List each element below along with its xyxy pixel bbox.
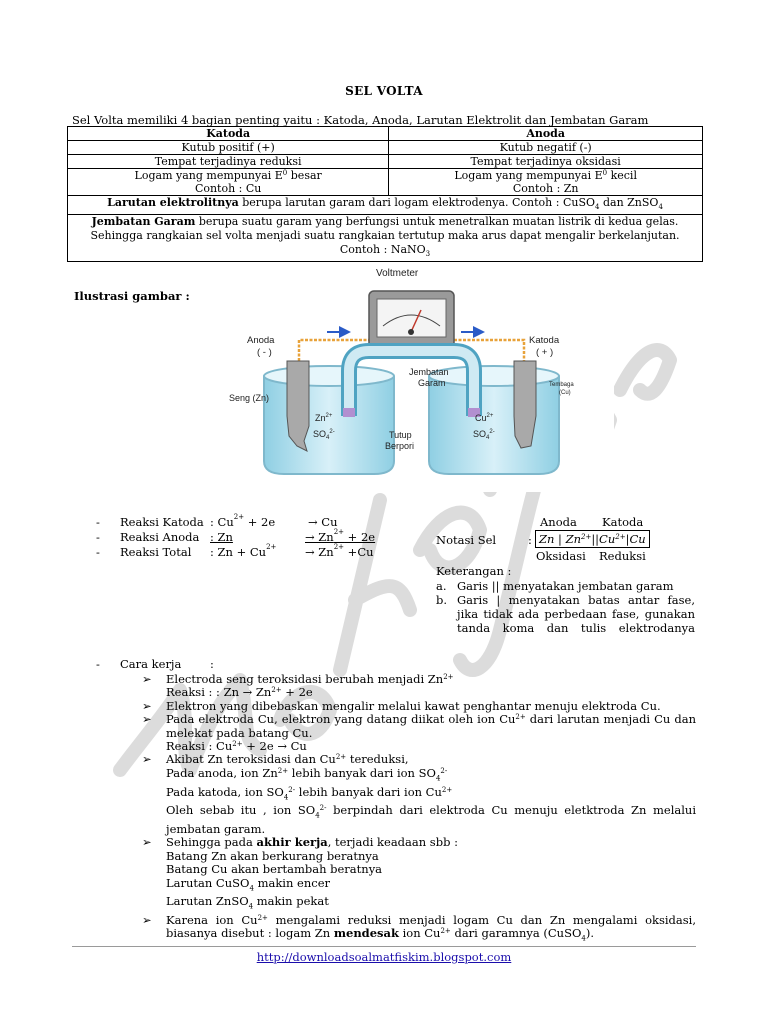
cell-text: kecil xyxy=(607,169,637,182)
katoda-sign: ( + ) xyxy=(536,347,554,358)
garam-label: Garam xyxy=(418,378,446,388)
subscript: 4 xyxy=(595,203,600,212)
cell-text: Logam yang mempunyai E xyxy=(134,169,283,182)
voltaic-cell-diagram xyxy=(209,266,614,492)
notasi-colon: : xyxy=(528,533,532,547)
list-item: ➢ Electroda seng teroksidasi berubah menjadi $Zn^{2+}$ Reaksi : : $Zn \to Zn^{2+} + 2e$ xyxy=(142,672,454,700)
reactions-block xyxy=(96,515,396,560)
cell-text: besar xyxy=(287,169,322,182)
cell-anoda-logam xyxy=(389,169,703,196)
arrow-bullet-icon: ➢ xyxy=(142,672,152,686)
berpori-label: Berpori xyxy=(385,441,415,451)
anoda-label: Anoda xyxy=(247,335,275,346)
so4-ion-right: $SO_4^{2-}$ xyxy=(473,429,495,441)
arrow-bullet-icon: ➢ xyxy=(142,912,152,927)
notasi-oksidasi: Oksidasi xyxy=(536,549,586,563)
footer-divider xyxy=(72,946,696,947)
cu-paren-label: (Cu) xyxy=(559,390,571,396)
keterangan-a-mark: a. xyxy=(436,579,447,593)
list-item: ➢ Karena ion $Cu^{2+}$ mengalami reduksi menjadi logam Cu dan Zn mengalami oksidasi, biasanya disebut : logam Zn mendesak ion $Cu^{2+}$ dari garamnya (CuSO$_4$). xyxy=(142,912,696,943)
cell-example: Contoh : Cu xyxy=(194,182,262,195)
footer xyxy=(0,950,768,964)
document-title: SEL VOLTA xyxy=(345,84,423,98)
cara-kerja-colon: : xyxy=(210,657,214,671)
notasi-label: Notasi Sel xyxy=(436,533,497,547)
table-header-katoda: Katoda xyxy=(68,127,389,141)
cell-text: dan ZnSO xyxy=(599,196,659,209)
tembaga-label: Tembaga xyxy=(549,382,574,388)
keterangan-a-text: Garis || menyatakan jembatan garam xyxy=(457,579,674,593)
cell-text: berupa larutan garam dari logam elektrodenya. Contoh : CuSO xyxy=(238,196,595,209)
notasi-anoda-header: Anoda xyxy=(540,515,577,529)
reaction-anoda-label: Reaksi Anoda xyxy=(120,530,200,544)
bullet-dash: - xyxy=(96,515,100,529)
jembatan-label: Jembatan xyxy=(409,367,449,377)
anoda-sign: ( - ) xyxy=(257,347,272,358)
tutup-label: Tutup xyxy=(389,430,412,440)
cell-text: Contoh : NaNO xyxy=(339,243,426,257)
cell-katoda-logam xyxy=(68,169,389,196)
cara-kerja-section xyxy=(96,658,696,946)
list-item: ➢ Akibat Zn teroksidasi dan $Cu^{2+}$ tereduksi, Pada anoda, ion $Zn^{2+}$ lebih banyak dari ion $SO_4^{2-}$ Pada katoda, ion $SO_4^{2-}$ lebih banyak dari ion $Cu^{2+}$ Oleh sebab itu , ion $SO_4^{2-}$ berpindah dari elektroda Cu menuju eletktroda Zn melalui jembatan garam. xyxy=(142,752,697,836)
reaction-total-right: → $Zn^{2+} +Cu$ xyxy=(305,543,374,559)
subscript: 3 xyxy=(425,250,431,259)
arrow-bullet-icon: ➢ xyxy=(142,752,152,767)
bullet-dash: - xyxy=(96,530,100,544)
notasi-formula: Zn | $Zn^{2+}||Cu^{2+}|Cu$ xyxy=(535,530,650,548)
keterangan-title: Keterangan : xyxy=(436,564,512,578)
reaction-total-label: Reaksi Total xyxy=(120,545,192,559)
comparison-table xyxy=(67,126,703,262)
so4-ion-left: $SO_4^{2-}$ xyxy=(313,429,335,441)
cell-text: Sehingga rangkaian sel volta menjadi suatu rangkaian tertutup maka arus dapat mengalir berkelanjutan. xyxy=(90,229,680,243)
reaction-anoda-left: : Zn xyxy=(210,530,233,544)
reaction-anoda-right: → $Zn^{2+} + 2e$ xyxy=(305,528,376,544)
zn-ion-label: $Zn^{2+}$ xyxy=(315,413,333,423)
notasi-katoda-header: Katoda xyxy=(602,515,644,529)
reaction-katoda-right: → Cu xyxy=(308,515,338,529)
arrow-bullet-icon: ➢ xyxy=(142,712,152,727)
cell-example: Contoh : Zn xyxy=(512,182,579,195)
cell-jembatan xyxy=(68,215,703,262)
notasi-reduksi: Reduksi xyxy=(599,549,646,563)
cell-anoda-reaksi: Tempat terjadinya oksidasi xyxy=(389,155,703,169)
cu-ion-label: $Cu^{2+}$ xyxy=(475,413,494,423)
bullet-dash: - xyxy=(96,657,100,671)
voltmeter-label: Voltmeter xyxy=(376,268,419,279)
cell-katoda-kutub: Kutub positif (+) xyxy=(68,141,389,155)
arrow-bullet-icon: ➢ xyxy=(142,698,152,713)
arrow-bullet-icon: ➢ xyxy=(142,835,152,850)
cell-katoda-reaksi: Tempat terjadinya reduksi xyxy=(68,155,389,169)
bullet-dash: - xyxy=(96,545,100,559)
cell-text: berupa suatu garam yang berfungsi untuk menetralkan muatan listrik di kedua gelas. xyxy=(195,215,679,229)
keterangan-b-text: Garis | menyatakan batas antar fase, jika tidak ada perbedaan fase, gunakan tanda koma dan tulis elektrodanya xyxy=(457,593,695,635)
seng-label: Seng (Zn) xyxy=(229,393,270,403)
keterangan-b-mark: b. xyxy=(436,593,448,607)
list-item: ➢ Pada elektroda Cu, elektron yang datang diikat oleh ion $Cu^{2+}$ dari larutan menjadi Cu dan melekat pada batang Cu. Reaksi : $Cu^{2+} + 2e \to Cu$ xyxy=(142,712,696,754)
cell-text: Logam yang mempunyai E xyxy=(454,169,603,182)
reaction-total-left: : $Zn + Cu^{2+}$ xyxy=(210,543,277,559)
reaction-katoda-left: : $Cu^{2+} + 2e$ xyxy=(210,513,276,529)
subscript: 4 xyxy=(658,203,663,212)
intro-text: Sel Volta memiliki 4 bagian penting yaitu : Katoda, Anoda, Larutan Elektrolit dan Jembatan Garam xyxy=(72,113,649,127)
table-header-anoda: Anoda xyxy=(389,127,703,141)
katoda-label: Katoda xyxy=(529,335,560,346)
bold-term: Larutan elektrolitnya xyxy=(107,196,239,209)
bold-term: Jembatan Garam xyxy=(91,215,196,229)
cell-larutan xyxy=(68,196,703,215)
cell-anoda-kutub: Kutub negatif (-) xyxy=(389,141,703,155)
cara-kerja-label: Cara kerja xyxy=(120,657,182,671)
reaction-katoda-label: Reaksi Katoda xyxy=(120,515,204,529)
superscript: 0 xyxy=(602,169,608,177)
superscript: 0 xyxy=(282,169,288,177)
list-item: ➢ Elektron yang dibebaskan mengalir melalui kawat penghantar menuju elektroda Cu. xyxy=(142,698,661,713)
illustration-label: Ilustrasi gambar : xyxy=(74,289,190,303)
list-item: ➢ Sehingga pada akhir kerja, terjadi keadaan sbb : Batang Zn akan berkurang beratnya Batang Cu akan bertambah beratnya Larutan CuSO$_4$ makin encer Larutan ZnSO$_4$ makin pekat xyxy=(142,835,458,911)
footer-link[interactable]: http://downloadsoalmatfiskim.blogspot.com xyxy=(256,950,512,964)
